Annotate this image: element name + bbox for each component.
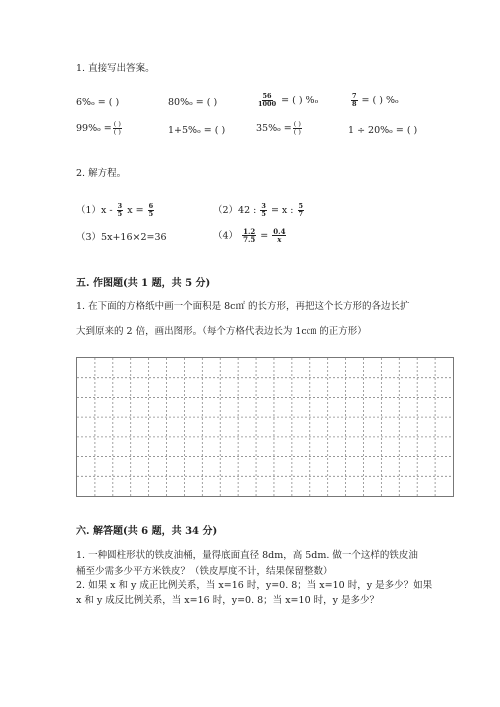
numerator: 7 [352, 92, 357, 100]
section-6-text-line-4: x 和 y 成反比例关系，当 x=16 时，y=0. 8；当 x=10 时，y 是多少？ [76, 595, 380, 606]
eq-pre: （4） [213, 230, 239, 242]
eq-mid: x = [127, 204, 144, 216]
fraction [272, 228, 286, 244]
q1-item-b: 80%ₒ = ( ) [168, 97, 218, 108]
fraction [257, 93, 277, 108]
q1-item-d [350, 93, 399, 108]
q1-item-a: 6%ₒ = ( ) [76, 97, 120, 108]
fraction [113, 121, 122, 136]
equation-2 [213, 203, 305, 218]
q1-item-h: 1 ÷ 20%ₒ = ( ) [348, 125, 418, 136]
denominator: 5 [261, 209, 266, 218]
equation-3: （3）5x+16×2=36 [76, 232, 167, 243]
section-6-text-line-2: 桶至少需多少平方米铁皮？（铁皮厚度不计，结果保留整数） [76, 566, 333, 577]
denominator: 8 [352, 99, 357, 108]
fraction [351, 93, 358, 108]
section-6-text-line-3: 2. 如果 x 和 y 成正比例关系，当 x=16 时，y=0. 8；当 x=10 时，y 是多少？如果 [76, 580, 433, 591]
eq-mid: = [260, 230, 269, 242]
denominator: x [277, 235, 282, 245]
fraction [293, 121, 302, 136]
q2-title: 2. 解方程。 [76, 168, 127, 179]
eq-mid: = x : [270, 204, 294, 216]
eq-pre: （1）x - [76, 204, 113, 216]
numerator: 3 [117, 202, 123, 210]
fraction [260, 203, 267, 218]
denominator: 1000 [258, 99, 277, 108]
section-5-text-line-1: 1. 在下面的方格纸中画一个面积是 8c㎡ 的长方形，再把这个长方形的各边长扩 [76, 301, 410, 312]
numerator: 56 [262, 92, 272, 100]
numerator: 1.2 [243, 227, 256, 236]
numerator: ( ) [293, 120, 301, 128]
equation-4 [213, 228, 287, 244]
q1-item-c [256, 93, 318, 108]
section-6-heading: 六. 解答题(共 6 题，共 34 分) [76, 526, 218, 537]
fraction [148, 203, 155, 218]
denominator: 5 [148, 209, 154, 218]
denominator: 5 [117, 209, 123, 218]
denominator: 7.5 [243, 235, 256, 245]
q1-item-f: 1+5%ₒ = ( ) [168, 125, 226, 136]
denominator: 7 [298, 209, 304, 218]
item-rest: = ( ) %ₒ [278, 94, 319, 106]
denominator: ( ) [293, 127, 301, 136]
equation-1 [76, 203, 155, 218]
item-rest: = ( ) %ₒ [358, 94, 399, 106]
fraction [298, 203, 305, 218]
section-5-heading: 五. 作图题(共 1 题，共 5 分) [76, 278, 211, 289]
section-5-text-line-2: 大到原来的 2 倍，画出图形。（每个方格代表边长为 1c㎝ 的正方形） [76, 326, 367, 337]
q1-item-e [76, 121, 123, 136]
square-grid-paper[interactable] [76, 357, 454, 497]
denominator: ( ) [113, 127, 121, 136]
section-6-text-line-1: 1. 一种圆柱形状的铁皮油桶，量得底面直径 8dm，高 5dm. 做一个这样的铁皮油 [76, 550, 418, 561]
fraction [117, 203, 124, 218]
q1-title: 1. 直接写出答案。 [76, 63, 155, 74]
item-pre: 99%ₒ = [76, 122, 112, 134]
eq-pre: （2）42 : [213, 204, 257, 216]
numerator: 5 [298, 202, 304, 210]
numerator: 6 [148, 202, 154, 210]
fraction [242, 228, 256, 244]
numerator: 0.4 [273, 227, 286, 236]
grid-lines [77, 358, 453, 496]
item-pre: 35%ₒ = [256, 122, 292, 134]
q1-item-g [256, 121, 303, 136]
numerator: ( ) [113, 120, 121, 128]
numerator: 3 [261, 202, 266, 210]
